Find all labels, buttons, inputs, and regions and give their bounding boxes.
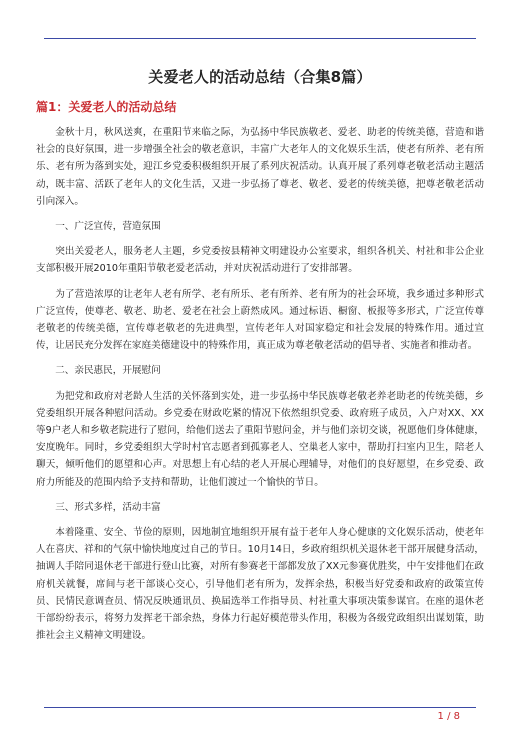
paragraph-publicity-1: 突出关爱老人，服务老人主题，乡党委按县精神文明建设办公室要求，组织各机关、村社和非公企业支部积极开展2010年重阳节敬老爱老活动，并对庆祝活动进行了安排部署。 (36, 246, 484, 275)
subheading-publicity: 一、广泛宣传，营造氛围 (55, 221, 161, 233)
paragraph-activities: 本着隆重、安全、节俭的原则，因地制宜地组织开展有益于老年人身心健康的文化娱乐活动，使老年人在喜庆、祥和的气氛中愉快地度过自己的节日。10月14日，乡政府组织机关退休老干部开展健身活动，抽调人手陪同退休老干部进行登山比赛，对所有参赛老干部都发放了XX元参赛优胜奖，中午安排他们在政府机关就餐，席间与老干部谈心交心，引导他们老有所为，发挥余热，积极当好党委和政府的政策宣传员、民情民意调查员、情况反映通讯员、换届选举工作指导员、村社重大事项决策参谋官。在座的退休老干部纷纷表示，将努力发挥老干部余热，身体力行起好模范带头作用，积极为各级党政组织出谋划策，助推社会主义精神文明建设。 (36, 527, 484, 642)
footer-rule (44, 707, 476, 708)
document-title: 关爱老人的活动总结（合集8篇） (148, 68, 372, 86)
paragraph-publicity-2: 为了营造浓厚的让老年人老有所学、老有所乐、老有所养、老有所为的社会环境，我乡通过多种形式广泛宣传，使尊老、敬老、助老、爱老在社会上蔚然成风。通过标语、橱窗、板报等多形式，广泛宣传尊老敬老的传统美德，宣传尊老敬老的先进典型，宣传老年人对国家稳定和社会发展的特殊作用。通过宣传，让居民充分发挥在家庭美德建设中的特殊作用，真正成为尊老敬老活动的倡导者、实施者和推动者。 (36, 288, 484, 352)
header-rule (44, 38, 476, 39)
section-heading: 篇1：关爱老人的活动总结 (36, 100, 177, 114)
document-body (36, 124, 484, 652)
subheading-visits: 二、亲民惠民，开展慰问 (55, 365, 161, 377)
page-number: 1 / 8 (437, 711, 460, 722)
paragraph-intro: 金秋十月，秋风送爽，在重阳节来临之际，为弘扬中华民族敬老、爱老、助老的传统美德，营造和谐社会的良好氛围，进一步增强全社会的敬老意识，丰富广大老年人的文化娱乐生活，使老有所养、老有所乐、老有所为落到实处，迎江乡党委积极组织开展了系列庆祝活动。认真开展了系列尊老敬老活动主题活动，既丰富、活跃了老年人的文化生活，又进一步弘扬了尊老、敬老、爱老的传统美德，把尊老敬老活动引向深入。 (36, 127, 484, 207)
subheading-activities: 三、形式多样，活动丰富 (55, 501, 161, 513)
paragraph-visits: 为把党和政府对老龄人生活的关怀落到实处，进一步弘扬中华民族尊老敬老养老助老的传统美德，乡党委组织开展各种慰问活动。乡党委在财政吃紧的情况下依然组织党委、政府班子成员，入户对XX、XX等9户老人和乡敬老院进行了慰问，给他们送去了重阳节慰问金，并与他们亲切交谈，祝愿他们身体健康，安度晚年。同时，乡党委组织大学时村官志愿者到孤寡老人、空巢老人家中，帮助打扫室内卫生，陪老人聊天，倾听他们的愿望和心声。对思想上有心结的老人开展心理辅导，对他们的良好愿望，在乡党委、政府力所能及的范围内给予支持和帮助，让他们渡过一个愉快的节日。 (36, 390, 484, 488)
